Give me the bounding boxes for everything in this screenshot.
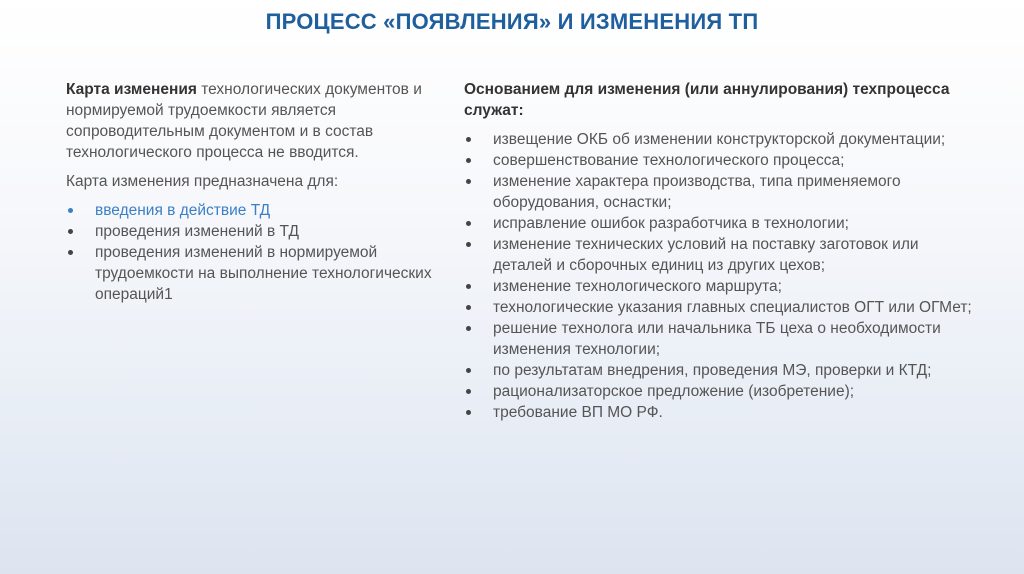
list-item-text: извещение ОКБ об изменении конструкторской документации; <box>493 131 946 148</box>
bullet-icon <box>466 389 471 394</box>
list-item <box>464 402 974 423</box>
list-item <box>464 381 974 402</box>
bullet-icon <box>466 221 471 226</box>
list-item-text: требование ВП МО РФ. <box>493 404 663 421</box>
right-column <box>464 79 974 423</box>
list-item-text: совершенствование технологического процесса; <box>493 152 845 169</box>
left-paragraph-1-bold: Карта изменения <box>66 81 197 98</box>
list-item <box>66 221 441 242</box>
list-item <box>464 276 974 297</box>
list-item-text: исправление ошибок разработчика в технологии; <box>493 215 849 232</box>
list-item-text: решение технолога или начальника ТБ цеха о необходимости изменения технологии; <box>493 320 941 358</box>
list-item <box>464 213 974 234</box>
list-item <box>464 129 974 150</box>
list-item-text: по результатам внедрения, проведения МЭ, проверки и КТД; <box>493 362 932 379</box>
list-item <box>66 200 441 221</box>
slide-title: ПРОЦЕСС «ПОЯВЛЕНИЯ» И ИЗМЕНЕНИЯ ТП <box>265 9 759 34</box>
list-item <box>464 234 974 276</box>
list-item <box>464 297 974 318</box>
bullet-icon <box>466 410 471 415</box>
list-item <box>464 150 974 171</box>
list-item <box>464 171 974 213</box>
list-item-text: проведения изменений в ТД <box>95 223 299 240</box>
bullet-icon <box>466 284 471 289</box>
list-item-text: изменение технических условий на поставку заготовок или деталей и сборочных единиц из других цехов; <box>493 236 919 274</box>
left-paragraph-2: Карта изменения предназначена для: <box>66 173 339 190</box>
list-item <box>464 318 974 360</box>
list-item <box>464 360 974 381</box>
bullet-icon <box>466 179 471 184</box>
right-heading: Основанием для изменения (или аннулирования) техпроцесса служат: <box>464 81 950 119</box>
list-item-text: изменение характера производства, типа применяемого оборудования, оснастки; <box>493 173 901 211</box>
bullet-icon <box>466 326 471 331</box>
left-paragraph-1 <box>66 79 441 163</box>
left-column <box>66 79 441 305</box>
list-item-text: проведения изменений в нормируемой трудоемкости на выполнение технологических операций1 <box>95 244 432 303</box>
bullet-icon <box>466 305 471 310</box>
left-paragraph-1-text: технологических документов и нормируемой трудоемкости является сопроводительным документом и в состав технологического процесса не вводится. <box>66 81 422 161</box>
bullet-icon <box>68 229 73 234</box>
bullet-icon <box>68 208 73 213</box>
bullet-icon <box>466 368 471 373</box>
list-item-text: введения в действие ТД <box>95 202 271 219</box>
list-item-text: рационализаторское предложение (изобретение); <box>493 383 855 400</box>
right-bullet-list <box>464 129 974 423</box>
list-item <box>66 242 441 305</box>
bullet-icon <box>466 242 471 247</box>
left-bullet-list <box>66 200 441 305</box>
bullet-icon <box>466 158 471 163</box>
list-item-text: технологические указания главных специалистов ОГТ или ОГМет; <box>493 299 972 316</box>
bullet-icon <box>68 250 73 255</box>
bullet-icon <box>466 137 471 142</box>
list-item-text: изменение технологического маршрута; <box>493 278 782 295</box>
